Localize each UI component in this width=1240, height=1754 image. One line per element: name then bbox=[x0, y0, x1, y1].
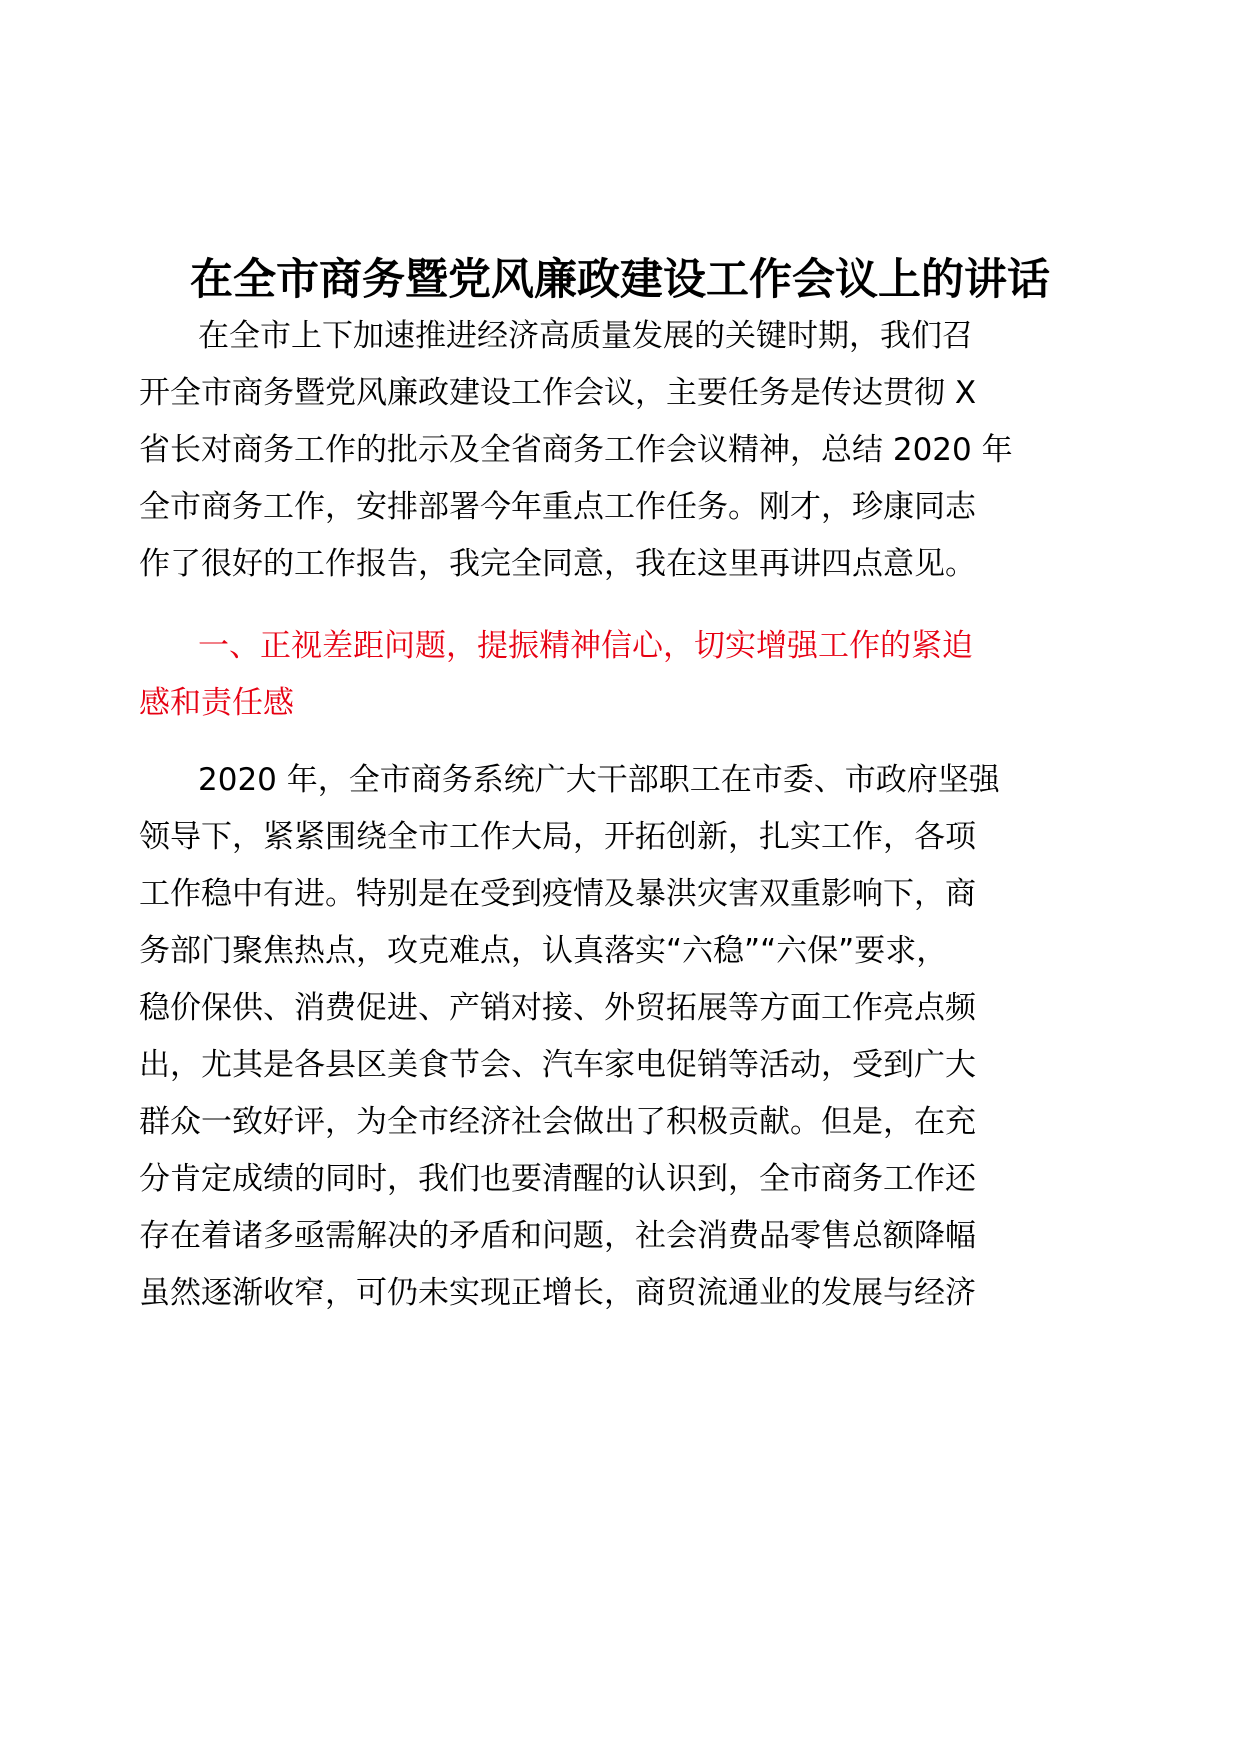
section-heading-line: 一、正视差距问题，提振精神信心，切实增强工作的紧迫 bbox=[198, 628, 973, 664]
paragraph-2-line: 稳价保供、消费促进、产销对接、外贸拓展等方面工作亮点频 bbox=[139, 990, 976, 1026]
paragraph-1-line: 作了很好的工作报告，我完全同意，我在这里再讲四点意见。 bbox=[139, 546, 976, 582]
paragraph-2-line: 工作稳中有进。特别是在受到疫情及暴洪灾害双重影响下，商 bbox=[139, 876, 976, 912]
paragraph-2-line: 出，尤其是各县区美食节会、汽车家电促销等活动，受到广大 bbox=[139, 1047, 976, 1083]
paragraph-2-line: 领导下，紧紧围绕全市工作大局，开拓创新，扎实工作，各项 bbox=[139, 819, 976, 855]
section-heading-line: 感和责任感 bbox=[139, 685, 294, 721]
paragraph-1-line: 全市商务工作，安排部署今年重点工作任务。刚才，珍康同志 bbox=[139, 489, 976, 525]
paragraph-2-line: 群众一致好评，为全市经济社会做出了积极贡献。但是，在充 bbox=[139, 1104, 976, 1140]
paragraph-2-line: 分肯定成绩的同时，我们也要清醒的认识到，全市商务工作还 bbox=[139, 1161, 976, 1197]
paragraph-1-line: 省长对商务工作的批示及全省商务工作会议精神，总结 2020 年 bbox=[139, 432, 1013, 468]
paragraph-2-line: 务部门聚焦热点，攻克难点，认真落实“六稳”“六保”要求， bbox=[139, 933, 948, 969]
paragraph-2-line: 存在着诸多亟需解决的矛盾和问题，社会消费品零售总额降幅 bbox=[139, 1218, 976, 1254]
paragraph-2-line: 2020 年，全市商务系统广大干部职工在市委、市政府坚强 bbox=[198, 762, 1000, 798]
document-title: 在全市商务暨党风廉政建设工作会议上的讲话 bbox=[190, 255, 1050, 305]
paragraph-1-line: 开全市商务暨党风廉政建设工作会议，主要任务是传达贯彻 X bbox=[139, 375, 977, 411]
paragraph-2-line: 虽然逐渐收窄，可仍未实现正增长，商贸流通业的发展与经济 bbox=[139, 1275, 976, 1311]
paragraph-1-line: 在全市上下加速推进经济高质量发展的关键时期，我们召 bbox=[198, 318, 973, 354]
